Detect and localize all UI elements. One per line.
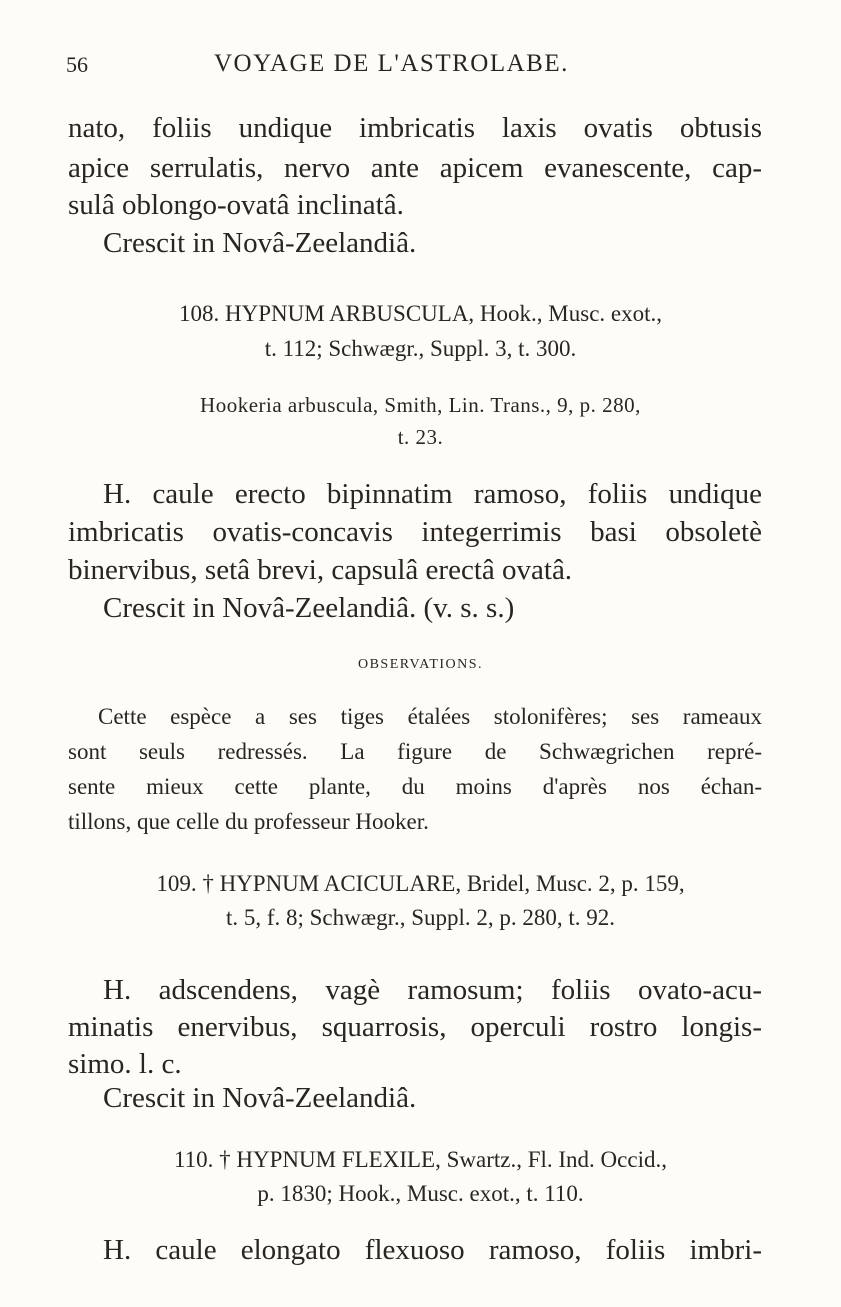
- habitat: Crescit in Novâ-Zeelandiâ. (v. s. s.): [103, 592, 515, 624]
- description-line: imbricatis ovatis-concavis integerrimis basi obsoletè: [68, 516, 762, 548]
- description-line: H. caule erecto bipinnatim ramoso, foliis undique: [103, 478, 762, 510]
- text-line: nato, foliis undique imbricatis laxis ovatis obtusis: [68, 112, 762, 144]
- observations-title: OBSERVATIONS.: [357, 657, 484, 672]
- synonym: t. 23.: [397, 425, 444, 449]
- description-line: minatis enervibus, squarrosis, operculi rostro longis-: [68, 1011, 762, 1043]
- page-number: 56: [66, 52, 88, 77]
- text-line: apice serrulatis, nervo ante apicem evanescente, cap-: [68, 152, 762, 184]
- entry-heading: 109. † HYPNUM ACICULARE, Bridel, Musc. 2, p. 159,: [156, 871, 685, 896]
- habitat: Crescit in Novâ-Zeelandiâ.: [103, 1082, 417, 1114]
- description-line: H. adscendens, vagè ramosum; foliis ovato-acu-: [103, 974, 762, 1006]
- observation-line: sente mieux cette plante, du moins d'après nos échan-: [68, 774, 762, 799]
- entry-heading: 108. HYPNUM ARBUSCULA, Hook., Musc. exot.,: [178, 301, 663, 326]
- entry-heading: 110. † HYPNUM FLEXILE, Swartz., Fl. Ind. Occid.,: [174, 1147, 667, 1172]
- description-line: H. caule elongato flexuoso ramoso, foliis imbri-: [103, 1234, 762, 1266]
- observation-line: sont seuls redressés. La figure de Schwægrichen repré-: [68, 739, 762, 764]
- synonym: Hookeria arbuscula, Smith, Lin. Trans., 9, p. 280,: [200, 393, 641, 417]
- entry-heading: t. 5, f. 8; Schwægr., Suppl. 2, p. 280, t. 92.: [225, 905, 616, 930]
- text-line: sulâ oblongo-ovatâ inclinatâ.: [68, 189, 404, 221]
- observation-line: tillons, que celle du professeur Hooker.: [68, 809, 429, 834]
- entry-heading: p. 1830; Hook., Musc. exot., t. 110.: [257, 1181, 584, 1206]
- description-line: simo. l. c.: [68, 1048, 182, 1080]
- entry-heading: t. 112; Schwægr., Suppl. 3, t. 300.: [264, 336, 577, 361]
- running-title: VOYAGE DE L'ASTROLABE.: [214, 50, 569, 77]
- habitat: Crescit in Novâ-Zeelandiâ.: [103, 227, 417, 259]
- observation-line: Cette espèce a ses tiges étalées stolonifères; ses rameaux: [98, 704, 762, 729]
- description-line: binervibus, setâ brevi, capsulâ erectâ ovatâ.: [68, 554, 573, 586]
